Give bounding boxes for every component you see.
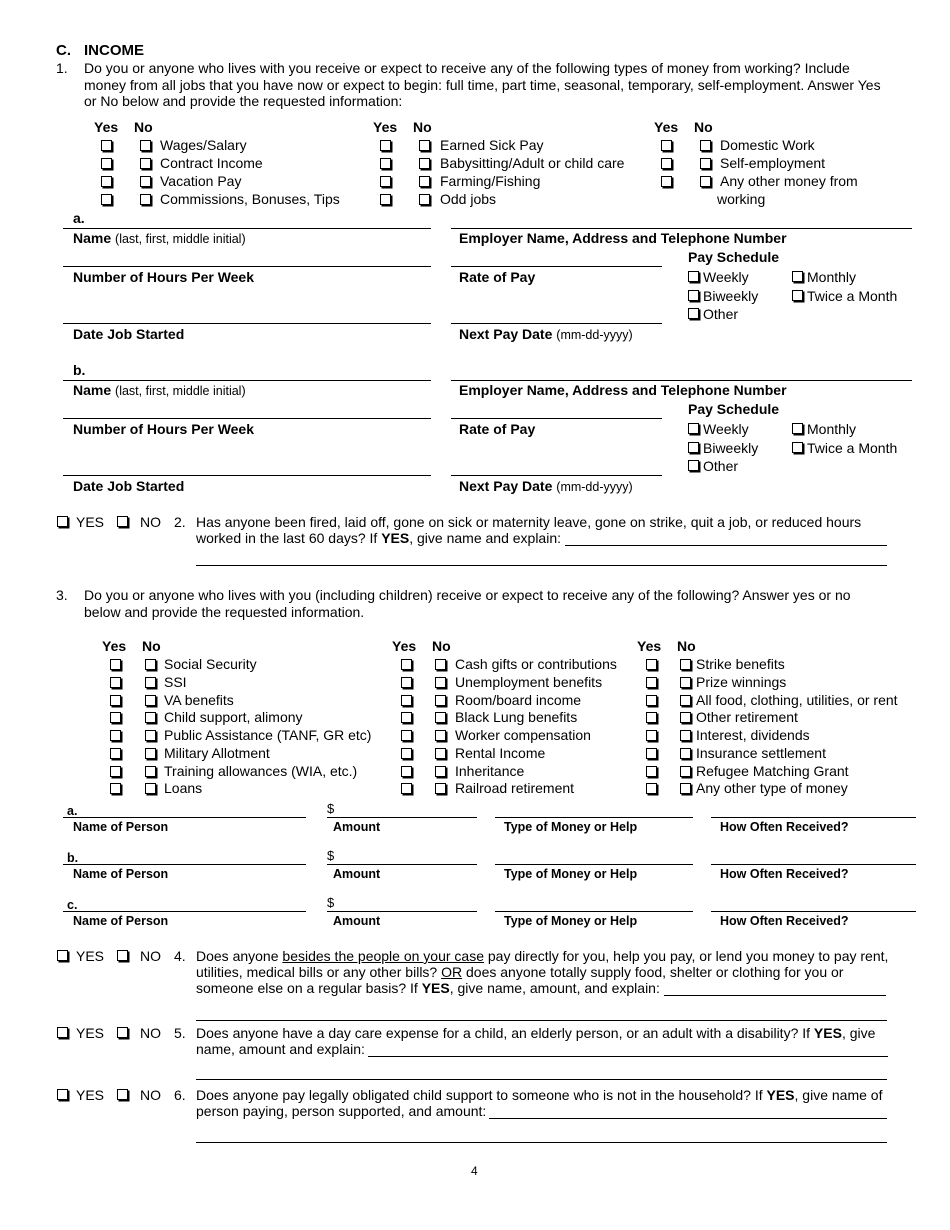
- q3-item-label: Rental Income: [455, 744, 546, 761]
- pay-other-checkbox[interactable]: [688, 308, 699, 319]
- q3-yes-checkbox[interactable]: [110, 783, 121, 794]
- q1-number: 1.: [56, 60, 68, 76]
- q3-no-checkbox[interactable]: [435, 748, 446, 759]
- q4-text-1: Does anyone besides the people on your case pay directly for you, help you pay, or lend you money to pay rent,: [196, 948, 889, 964]
- q1-item-label: Commissions, Bonuses, Tips: [160, 191, 340, 207]
- pay-twice-label: Twice a Month: [807, 440, 898, 456]
- money-amount-line[interactable]: [327, 864, 477, 865]
- q1-no-checkbox[interactable]: [140, 176, 151, 187]
- money-amount-label: Amount: [333, 867, 381, 881]
- q3-item-label: Interest, dividends: [696, 727, 810, 743]
- money-type-line[interactable]: [495, 864, 693, 865]
- money-type-line[interactable]: [495, 911, 693, 912]
- q1-item-label: Domestic Work: [720, 137, 815, 153]
- q3-no-checkbox[interactable]: [680, 712, 691, 723]
- q3-no-checkbox[interactable]: [435, 783, 446, 794]
- q3-no-header: No: [142, 638, 161, 654]
- job-rule: [451, 475, 662, 476]
- q1-yes-checkbox[interactable]: [661, 158, 672, 169]
- q1-yes-header-3: Yes: [654, 119, 679, 135]
- q1-no-header: No: [134, 119, 153, 135]
- q3-item-label: Cash gifts or contributions: [455, 656, 617, 672]
- job-hours-label: Number of Hours Per Week: [73, 269, 255, 285]
- job-pay-schedule-label: Pay Schedule: [688, 249, 780, 265]
- q5-no-checkbox[interactable]: [117, 1027, 128, 1038]
- q3-no-checkbox[interactable]: [680, 677, 691, 688]
- q3-yes-checkbox[interactable]: [110, 730, 121, 741]
- q4-text-2: utilities, medical bills or any other bills? OR does anyone totally supply food, shelter or clothing for you or: [196, 964, 844, 980]
- q4-answer-line[interactable]: [196, 1020, 887, 1021]
- pay-weekly-label: Weekly: [703, 269, 749, 285]
- money-row-letter: a.: [67, 804, 78, 818]
- q3-item-label: VA benefits: [164, 691, 234, 708]
- q1-no-checkbox[interactable]: [419, 194, 430, 205]
- job-date-started-label: Date Job Started: [73, 326, 185, 342]
- q6-yes-label: YES: [76, 1087, 105, 1103]
- pay-other-label: Other: [703, 306, 739, 322]
- money-name-line[interactable]: [63, 817, 306, 818]
- q3-no-checkbox[interactable]: [680, 766, 691, 777]
- q2-answer-line[interactable]: [565, 545, 887, 546]
- q3-no-checkbox[interactable]: [680, 695, 691, 706]
- money-type-label: Type of Money or Help: [504, 867, 638, 881]
- q3-yes-checkbox[interactable]: [401, 766, 412, 777]
- q1-yes-checkbox[interactable]: [380, 194, 391, 205]
- q3-item-label: Child support, alimony: [164, 709, 303, 726]
- q3-no-checkbox[interactable]: [435, 766, 446, 777]
- q3-yes-checkbox[interactable]: [110, 766, 121, 777]
- q2-answer-line[interactable]: [196, 565, 887, 566]
- q3-no-checkbox[interactable]: [145, 712, 156, 723]
- pay-biweekly-label: Biweekly: [703, 288, 759, 304]
- q3-yes-header-2: Yes: [392, 638, 417, 654]
- q5-text-1: Does anyone have a day care expense for a child, an elderly person, or an adult with a disability? If YES, give: [196, 1025, 876, 1041]
- q3-no-checkbox[interactable]: [680, 659, 691, 670]
- q3-yes-checkbox[interactable]: [646, 766, 657, 777]
- job-rate-label: Rate of Pay: [459, 269, 536, 285]
- q3-item-label: Worker compensation: [455, 727, 591, 743]
- pay-monthly-label: Monthly: [807, 269, 857, 285]
- pay-monthly-checkbox[interactable]: [792, 423, 803, 434]
- pay-twice-label: Twice a Month: [807, 288, 898, 304]
- job-rule: [63, 380, 431, 381]
- q4-answer-line[interactable]: [664, 995, 886, 996]
- q3-item-label: Loans: [164, 780, 203, 797]
- dollar-sign: $: [327, 848, 335, 863]
- q3-yes-checkbox[interactable]: [401, 730, 412, 741]
- q3-no-checkbox[interactable]: [435, 695, 446, 706]
- q3-yes-checkbox[interactable]: [646, 677, 657, 688]
- q2-text: Has anyone been fired, laid off, gone on sick or maternity leave, gone on strike, quit a job, or reduced hours: [196, 514, 862, 530]
- page-number: 4: [471, 1164, 478, 1178]
- q1-item-label: Contract Income: [160, 155, 263, 171]
- job-name-label: Name (last, first, middle initial): [73, 230, 246, 246]
- q3-no-checkbox[interactable]: [435, 659, 446, 670]
- q3-item-label: Social Security: [164, 656, 257, 672]
- job-rule: [451, 380, 912, 381]
- q3-item-label: Public Assistance (TANF, GR etc): [164, 727, 372, 743]
- money-often-label: How Often Received?: [720, 914, 849, 928]
- q3-item-label: Inheritance: [455, 762, 525, 779]
- q3-yes-checkbox[interactable]: [646, 783, 657, 794]
- q3-item-label: SSI: [164, 673, 187, 690]
- section-letter: C.: [56, 42, 71, 59]
- q2-no-label: NO: [140, 514, 161, 530]
- job-pay-schedule-label: Pay Schedule: [688, 401, 780, 417]
- q3-no-checkbox[interactable]: [145, 748, 156, 759]
- money-often-line[interactable]: [711, 817, 916, 818]
- q4-yes-label: YES: [76, 948, 105, 964]
- q3-no-header-2: No: [432, 638, 451, 654]
- job-letter: b.: [73, 362, 86, 378]
- q1-item-label: Self-employment: [720, 155, 826, 171]
- q1-no-checkbox[interactable]: [419, 158, 430, 169]
- money-name-label: Name of Person: [73, 867, 169, 881]
- q3-yes-checkbox[interactable]: [401, 695, 412, 706]
- q3-text: Do you or anyone who lives with you (including children) receive or expect to receive any of the following? Answer yes or no below and provide the requested information.: [84, 587, 851, 620]
- money-amount-label: Amount: [333, 914, 381, 928]
- q3-item-label: Military Allotment: [164, 744, 270, 761]
- q1-item-label: Any other money from: [720, 173, 858, 189]
- q3-item-label: Training allowances (WIA, etc.): [164, 762, 358, 779]
- pay-weekly-label: Weekly: [703, 421, 749, 437]
- q5-answer-line[interactable]: [368, 1056, 888, 1057]
- money-type-label: Type of Money or Help: [504, 914, 638, 928]
- q6-answer-line[interactable]: [196, 1142, 887, 1143]
- q3-item-label: Prize winnings: [696, 673, 787, 690]
- q4-number: 4.: [174, 948, 186, 964]
- q3-item-label: Strike benefits: [696, 656, 785, 672]
- money-name-label: Name of Person: [73, 820, 169, 834]
- q1-no-checkbox[interactable]: [419, 176, 430, 187]
- q3-yes-checkbox[interactable]: [110, 695, 121, 706]
- q3-item-label: Railroad retirement: [455, 780, 575, 797]
- job-rule: [451, 418, 662, 419]
- q1-no-checkbox[interactable]: [700, 176, 711, 187]
- q3-no-checkbox[interactable]: [145, 730, 156, 741]
- q5-yes-label: YES: [76, 1025, 105, 1041]
- q4-text-3: someone else on a regular basis? If YES, give name, amount, and explain:: [196, 980, 660, 996]
- q6-number: 6.: [174, 1087, 186, 1103]
- q3-no-checkbox[interactable]: [435, 712, 446, 723]
- money-row-letter: b.: [67, 851, 79, 865]
- q1-no-checkbox[interactable]: [419, 140, 430, 151]
- q3-yes-checkbox[interactable]: [401, 659, 412, 670]
- job-next-pay-label: Next Pay Date (mm-dd-yyyy): [459, 478, 633, 494]
- q2-no-checkbox[interactable]: [117, 516, 128, 527]
- q1-item-label: Babysitting/Adult or child care: [440, 155, 625, 171]
- q3-no-checkbox[interactable]: [145, 695, 156, 706]
- q3-item-label: Other retirement: [696, 709, 798, 726]
- pay-twice-checkbox[interactable]: [792, 442, 803, 453]
- job-date-started-label: Date Job Started: [73, 478, 185, 494]
- q3-item-label: Any other type of money: [696, 780, 848, 797]
- q3-yes-checkbox[interactable]: [110, 659, 121, 670]
- money-name-line[interactable]: [63, 864, 306, 865]
- money-type-label: Type of Money or Help: [504, 820, 638, 834]
- q6-text-2: person paying, person supported, and amount:: [196, 1103, 487, 1119]
- job-rate-label: Rate of Pay: [459, 421, 536, 437]
- q3-yes-checkbox[interactable]: [110, 677, 121, 688]
- job-next-pay-label: Next Pay Date (mm-dd-yyyy): [459, 326, 633, 342]
- q5-number: 5.: [174, 1025, 186, 1041]
- q3-no-header-3: No: [677, 638, 696, 654]
- pay-biweekly-label: Biweekly: [703, 440, 759, 456]
- job-rule: [63, 266, 431, 267]
- pay-weekly-checkbox[interactable]: [688, 271, 699, 282]
- q1-yes-checkbox[interactable]: [661, 176, 672, 187]
- job-rule: [451, 228, 912, 229]
- q1-item-label: Earned Sick Pay: [440, 137, 544, 153]
- q3-yes-checkbox[interactable]: [401, 748, 412, 759]
- pay-biweekly-checkbox[interactable]: [688, 290, 699, 301]
- q1-no-checkbox[interactable]: [700, 158, 711, 169]
- q3-yes-header: Yes: [102, 638, 127, 654]
- q2-yes-label: YES: [76, 514, 105, 530]
- q3-no-checkbox[interactable]: [145, 766, 156, 777]
- q3-no-checkbox[interactable]: [145, 783, 156, 794]
- q1-item-label-cont: working: [717, 191, 766, 207]
- q3-item-label: Black Lung benefits: [455, 709, 578, 726]
- q3-item-label: All food, clothing, utilities, or rent: [696, 691, 898, 708]
- q1-no-checkbox[interactable]: [140, 194, 151, 205]
- q4-yes-checkbox[interactable]: [57, 950, 68, 961]
- q1-yes-checkbox[interactable]: [101, 158, 112, 169]
- q5-answer-line[interactable]: [196, 1079, 887, 1080]
- money-name-label: Name of Person: [73, 914, 169, 928]
- q3-yes-checkbox[interactable]: [401, 712, 412, 723]
- q1-yes-checkbox[interactable]: [380, 140, 391, 151]
- q3-no-checkbox[interactable]: [680, 730, 691, 741]
- q3-number: 3.: [56, 587, 68, 603]
- q1-item-label: Vacation Pay: [160, 173, 242, 189]
- pay-biweekly-checkbox[interactable]: [688, 442, 699, 453]
- money-amount-line[interactable]: [327, 817, 477, 818]
- q3-item-label: Insurance settlement: [696, 744, 826, 761]
- money-row-letter: c.: [67, 898, 78, 912]
- dollar-sign: $: [327, 895, 335, 910]
- money-often-line[interactable]: [711, 864, 916, 865]
- q3-yes-checkbox[interactable]: [646, 730, 657, 741]
- money-type-line[interactable]: [495, 817, 693, 818]
- q1-item-label: Odd jobs: [440, 191, 497, 207]
- job-rule: [451, 323, 662, 324]
- q3-yes-checkbox[interactable]: [646, 748, 657, 759]
- q3-yes-checkbox[interactable]: [646, 712, 657, 723]
- q1-yes-checkbox[interactable]: [101, 176, 112, 187]
- money-amount-line[interactable]: [327, 911, 477, 912]
- job-rule: [451, 266, 662, 267]
- job-hours-label: Number of Hours Per Week: [73, 421, 255, 437]
- q1-yes-header: Yes: [94, 119, 119, 135]
- q1-no-checkbox[interactable]: [140, 140, 151, 151]
- job-name-label: Name (last, first, middle initial): [73, 382, 246, 398]
- job-letter: a.: [73, 210, 85, 226]
- q3-yes-checkbox[interactable]: [401, 783, 412, 794]
- job-rule: [63, 475, 431, 476]
- q3-item-label: Unemployment benefits: [455, 673, 603, 690]
- q3-yes-checkbox[interactable]: [110, 712, 121, 723]
- q5-text-2: name, amount and explain:: [196, 1041, 365, 1057]
- q3-yes-checkbox[interactable]: [646, 695, 657, 706]
- q6-text-1: Does anyone pay legally obligated child support to someone who is not in the household? If YES, give name of: [196, 1087, 883, 1103]
- q3-no-checkbox[interactable]: [435, 677, 446, 688]
- q1-yes-checkbox[interactable]: [661, 140, 672, 151]
- q3-no-checkbox[interactable]: [145, 659, 156, 670]
- money-name-line[interactable]: [63, 911, 306, 912]
- q1-no-header-2: No: [413, 119, 432, 135]
- job-rule: [63, 418, 431, 419]
- q6-yes-checkbox[interactable]: [57, 1089, 68, 1100]
- q3-yes-checkbox[interactable]: [646, 659, 657, 670]
- q5-yes-checkbox[interactable]: [57, 1027, 68, 1038]
- q2-number: 2.: [174, 514, 186, 530]
- q3-yes-checkbox[interactable]: [401, 677, 412, 688]
- q3-no-checkbox[interactable]: [435, 730, 446, 741]
- job-employer-label: Employer Name, Address and Telephone Number: [459, 230, 787, 246]
- q5-no-label: NO: [140, 1025, 161, 1041]
- money-often-label: How Often Received?: [720, 820, 849, 834]
- pay-monthly-checkbox[interactable]: [792, 271, 803, 282]
- q3-item-label: Room/board income: [455, 691, 582, 708]
- money-often-label: How Often Received?: [720, 867, 849, 881]
- q4-no-label: NO: [140, 948, 161, 964]
- pay-twice-checkbox[interactable]: [792, 290, 803, 301]
- q4-no-checkbox[interactable]: [117, 950, 128, 961]
- q1-yes-checkbox[interactable]: [101, 140, 112, 151]
- job-rule: [63, 323, 431, 324]
- q3-yes-header-3: Yes: [637, 638, 662, 654]
- q3-no-checkbox[interactable]: [145, 677, 156, 688]
- pay-other-checkbox[interactable]: [688, 460, 699, 471]
- q1-yes-checkbox[interactable]: [101, 194, 112, 205]
- dollar-sign: $: [327, 801, 335, 816]
- pay-weekly-checkbox[interactable]: [688, 423, 699, 434]
- q1-yes-checkbox[interactable]: [380, 176, 391, 187]
- q6-answer-line[interactable]: [489, 1118, 887, 1119]
- q6-no-checkbox[interactable]: [117, 1089, 128, 1100]
- q1-item-label: Farming/Fishing: [440, 173, 541, 189]
- pay-other-label: Other: [703, 458, 739, 474]
- q2-yes-checkbox[interactable]: [57, 516, 68, 527]
- q3-yes-checkbox[interactable]: [110, 748, 121, 759]
- q1-yes-checkbox[interactable]: [380, 158, 391, 169]
- q6-no-label: NO: [140, 1087, 161, 1103]
- section-title: INCOME: [84, 42, 144, 59]
- job-employer-label: Employer Name, Address and Telephone Number: [459, 382, 787, 398]
- q1-no-header-3: No: [694, 119, 713, 135]
- q1-no-checkbox[interactable]: [700, 140, 711, 151]
- q3-item-label: Refugee Matching Grant: [696, 762, 849, 779]
- money-amount-label: Amount: [333, 820, 381, 834]
- job-rule: [63, 228, 431, 229]
- q2-text-2: worked in the last 60 days? If YES, give name and explain:: [196, 530, 561, 546]
- q3-no-checkbox[interactable]: [680, 783, 691, 794]
- q3-no-checkbox[interactable]: [680, 748, 691, 759]
- q1-item-label: Wages/Salary: [160, 137, 247, 153]
- money-often-line[interactable]: [711, 911, 916, 912]
- q1-yes-header-2: Yes: [373, 119, 398, 135]
- pay-monthly-label: Monthly: [807, 421, 857, 437]
- q1-no-checkbox[interactable]: [140, 158, 151, 169]
- q1-text: Do you or anyone who lives with you receive or expect to receive any of the following types of money from working? Include money from all jobs that you have now or expect to begin: full time, part time, seasonal, temporary, self-employment. Answer Yes or No below and provide the requested information:: [84, 60, 881, 109]
